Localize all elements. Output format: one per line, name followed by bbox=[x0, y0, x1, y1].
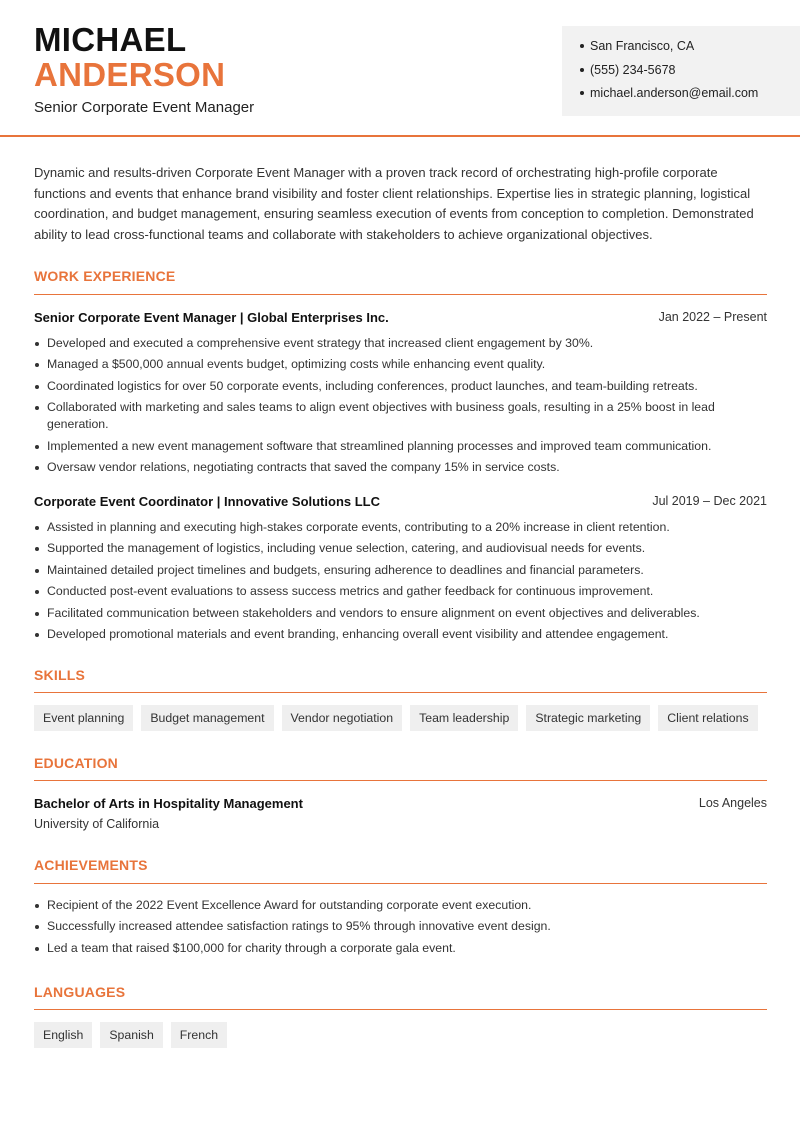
work-experience-heading: WORK EXPERIENCE bbox=[34, 268, 176, 284]
list-item: Facilitated communication between stakeholders and vendors to ensure alignment on event objectives and deliverables. bbox=[34, 605, 734, 622]
list-item: Led a team that raised $100,000 for charity through a corporate gala event. bbox=[34, 940, 734, 957]
language-chip: French bbox=[171, 1022, 227, 1048]
job-role: Senior Corporate Event Manager | Global Enterprises Inc. bbox=[34, 310, 389, 325]
contact-email[interactable]: michael.anderson@email.com bbox=[580, 85, 800, 109]
list-item: Assisted in planning and executing high-stakes corporate events, contributing to a 20% increase in client retention. bbox=[34, 519, 734, 536]
skill-chip: Strategic marketing bbox=[526, 705, 650, 731]
skill-chip: Client relations bbox=[658, 705, 757, 731]
skills-list bbox=[34, 705, 766, 731]
job-title: Senior Corporate Event Manager bbox=[34, 99, 255, 116]
achievements-heading: ACHIEVEMENTS bbox=[34, 857, 148, 873]
summary-text: Dynamic and results-driven Corporate Event Manager with a proven track record of orchestrating high-profile corporate functions and events that enhance brand visibility and foster client relationships. Expertise lies in strategic planning, logistical coordination, and budget management, ensuring seamless execution of events from conception to completion. Demonstrated ability to lead cross-functional teams and collaborate with stakeholders to achieve organizational objectives. bbox=[34, 165, 754, 243]
job-role: Corporate Event Coordinator | Innovative Solutions LLC bbox=[34, 494, 380, 509]
list-item: Collaborated with marketing and sales teams to align event objectives with business goals, resulting in a 25% boost in lead generation. bbox=[34, 399, 734, 433]
job-header bbox=[34, 494, 767, 509]
contact-box bbox=[562, 26, 800, 116]
list-item: Coordinated logistics for over 50 corporate events, including conferences, product launches, and team-building retreats. bbox=[34, 378, 734, 395]
achievements-list bbox=[34, 897, 734, 961]
header-divider bbox=[0, 135, 800, 137]
list-item: Supported the management of logistics, including venue selection, catering, and audiovisual needs for events. bbox=[34, 540, 734, 557]
contact-phone: (555) 234-5678 bbox=[580, 62, 800, 86]
list-item: Developed and executed a comprehensive event strategy that increased client engagement by 30%. bbox=[34, 335, 734, 352]
list-item: Recipient of the 2022 Event Excellence Award for outstanding corporate event execution. bbox=[34, 897, 734, 914]
skill-chip: Team leadership bbox=[410, 705, 518, 731]
education-heading: EDUCATION bbox=[34, 755, 118, 771]
work-experience-divider bbox=[34, 294, 767, 295]
education-degree: Bachelor of Arts in Hospitality Management bbox=[34, 796, 303, 811]
list-item: Oversaw vendor relations, negotiating contracts that saved the company 15% in service costs. bbox=[34, 459, 734, 476]
skill-chip: Event planning bbox=[34, 705, 133, 731]
achievements-divider bbox=[34, 883, 767, 884]
languages-heading: LANGUAGES bbox=[34, 984, 126, 1000]
job-dates: Jul 2019 – Dec 2021 bbox=[652, 494, 767, 508]
list-item: Conducted post-event evaluations to assess success metrics and gather feedback for continuous improvement. bbox=[34, 583, 734, 600]
education-divider bbox=[34, 780, 767, 781]
contact-location: San Francisco, CA bbox=[580, 38, 800, 62]
list-item: Maintained detailed project timelines and budgets, ensuring adherence to deadlines and financial parameters. bbox=[34, 562, 734, 579]
list-item: Managed a $500,000 annual events budget, optimizing costs while enhancing event quality. bbox=[34, 356, 734, 373]
job-header bbox=[34, 310, 767, 325]
contact-list bbox=[562, 26, 800, 109]
list-item: Successfully increased attendee satisfaction ratings to 95% through innovative event design. bbox=[34, 918, 734, 935]
skills-heading: SKILLS bbox=[34, 667, 85, 683]
list-item: Implemented a new event management software that streamlined planning processes and improved team communication. bbox=[34, 438, 734, 455]
resume-header bbox=[0, 0, 800, 136]
job-bullets bbox=[34, 335, 734, 480]
first-name: MICHAEL bbox=[34, 21, 187, 58]
list-item: Developed promotional materials and event branding, enhancing overall event visibility and attendee engagement. bbox=[34, 626, 734, 643]
job-dates: Jan 2022 – Present bbox=[658, 310, 767, 324]
last-name: ANDERSON bbox=[34, 56, 226, 93]
education-school: University of California bbox=[34, 817, 160, 831]
languages-list bbox=[34, 1022, 235, 1048]
job-bullets bbox=[34, 519, 734, 647]
education-location: Los Angeles bbox=[698, 796, 767, 810]
language-chip: English bbox=[34, 1022, 92, 1048]
skill-chip: Budget management bbox=[141, 705, 273, 731]
language-chip: Spanish bbox=[100, 1022, 162, 1048]
skills-divider bbox=[34, 692, 767, 693]
languages-divider bbox=[34, 1009, 767, 1010]
skill-chip: Vendor negotiation bbox=[282, 705, 403, 731]
